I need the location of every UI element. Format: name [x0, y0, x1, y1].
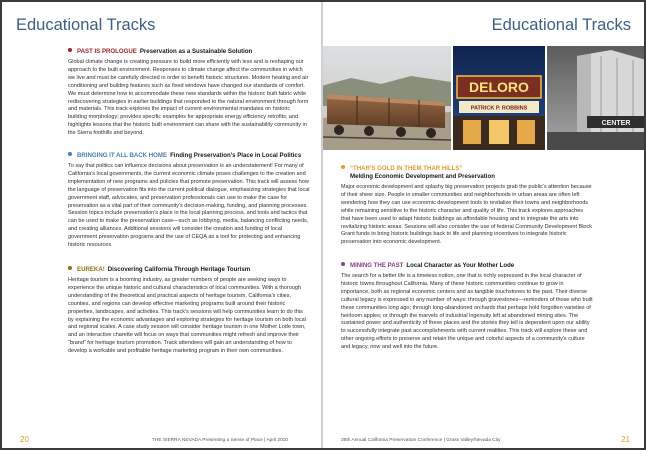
section-heading: Discovering California Through Heritage Tourism — [107, 266, 251, 273]
section-heading: Preservation as a Sustainable Solution — [139, 48, 253, 55]
bullet-icon — [341, 165, 345, 169]
section-thars-gold — [341, 165, 593, 247]
section-body: Major economic development and splashy big preservation projects grab the public's attention because of their sheer size. People in smaller communities and neighborhoods in urban areas are often left wondering how they can use economic development tools to revitalize their towns and neighborhoods while remaining sensitive to the historic character and quality of life. This track explores approaches that have been used to adapt historic buildings as affordable housing and to integrate the arts into revitalizing historic areas. Sessions will also consider the use of federal Community Development Block Grant funds to bring historic buildings back to life and planning incentives to integrate historic preservation into economic development. — [341, 184, 592, 246]
section-eureka — [68, 266, 310, 356]
section-mining-the-past — [341, 262, 593, 352]
section-body: Heritage tourism is a booming industry, as greater numbers of people are seeking ways to experience the unique historic and cultural characteristics of local communities. With a thorough understanding of the theoretical and practical aspects of heritage tourism, California's cities, counties, and regions can develop effective marketing programs built around their historic properties, landscapes, and activities. This track's sessions will help communities learn to do this by explaining the economic advantages and exploring strategies for heritage tourism on both local and regional scales. A case study session will consider heritage tourism in one Mother Lode town, and an interactive charette will focus on ways that communities might refresh and improve their “brand” for heritage tourism promotion. Track attendees will gain an understanding of how to develop a workable and profitable heritage marketing program in their own communities. — [68, 277, 306, 355]
section-heading: Local Character as Your Mother Lode — [406, 262, 515, 269]
bullet-icon — [68, 266, 72, 270]
theater-marquee-text: PATRICK P. ROBBINS — [470, 105, 528, 112]
page-number: 20 — [20, 435, 29, 444]
section-bringing-it-all-back-home — [68, 152, 310, 250]
section-body: To say that politics can influence decisions about preservation is an understatement! For many of California's local governments, the current economic climate poses challenges to the creation and implementation of new programs and policies that promote preservation. This track will assess how the language of preservation fits into the current political dialogue, emphasizing strategies that local government staff, advocates, and preservation professionals can use to make the case for preservation as a vital part of their community's decision-making, funding, and planning processes. Session topics include preservation's place in the local planning process, and tools and tactics that can be used to make the preservation case—such as lobbying, media, balancing conflicting needs, and creating alliances. Additional sessions will consider the creation and funding of local government preservation programs and the use of CEQA as a tool for protecting and enhancing historic resources. — [68, 163, 310, 249]
bullet-icon — [68, 48, 72, 52]
section-body: Global climate change is creating pressure to build more efficiently with less and is reshaping our approach to the built environment. Responses to climate change affect the communities in which we live and must be carefully directed in order to benefit historic structures. Modern heating and air conditioning and building features such as fixed windows have changed our standards of comfort. We must determine how to accommodate these new standards within the historic built fabric while rediscovering strategies in earlier buildings that responded to the natural environment through form and materials. This track explores the impact of current environmental mandates on historic building morphology; provides specific examples for appropriate energy efficiency retrofits; and highlights lessons that the historic built environment can share with the sustainability community in the Sierra foothills and beyond. — [68, 59, 309, 137]
bullet-icon — [68, 152, 72, 156]
page-footer: THE SIERRA NEVADA Presenting a Sense of Place | April 2010 — [152, 438, 289, 443]
bullet-icon — [341, 262, 345, 266]
left-page — [2, 2, 321, 448]
del-oro-theater-photo — [453, 46, 545, 150]
section-keyword: “THAR'S GOLD IN THEM THAR HILLS” — [350, 165, 463, 172]
section-keyword: EUREKA! — [77, 266, 105, 273]
page-footer: 35th Annual California Preservation Conference | Grass Valley/Nevada City — [341, 438, 501, 443]
art-deco-building-photo — [547, 46, 644, 150]
section-keyword: PAST IS PROLOGUE — [77, 48, 137, 55]
page-title: Educational Tracks — [491, 16, 631, 34]
section-heading: Finding Preservation's Place in Local Politics — [170, 152, 302, 159]
ore-cars-photo — [323, 46, 451, 150]
section-past-is-prologue — [68, 48, 310, 138]
page-title: Educational Tracks — [16, 16, 156, 34]
page-number: 21 — [621, 435, 630, 444]
right-page — [323, 2, 644, 448]
section-heading: Melding Economic Development and Preservation — [350, 173, 495, 180]
section-keyword: MINING THE PAST — [350, 262, 404, 269]
section-body: The search for a better life is a timeless notion, one that is richly expressed in the local character of historic towns throughout California. Many of these historic communities continue to grow in importance, both as regional economic centers and as tangible touchstones to the past. Their diverse cultural legacy is expressed in any number of ways: through gravestones—reminders of those who built these communities long ago; through long-abandoned orchards that perhaps hold forgotten varieties of heirloom apples; or through the marvels of industrial ingenuity left at abandoned mining sites. The sustained power and authenticity of these places and the stories they tell is dependent upon our ability to successfully integrate past accomplishments with current realities. This track will explore these and other ongoing efforts to preserve and retain the unique and colorful aspects of a community's culture and legacy, now and well into the future. — [341, 273, 593, 351]
theater-sign-text: DELORO — [469, 79, 529, 95]
section-keyword: BRINGING IT ALL BACK HOME — [77, 152, 168, 159]
building-sign-text: CENTER — [601, 120, 631, 127]
